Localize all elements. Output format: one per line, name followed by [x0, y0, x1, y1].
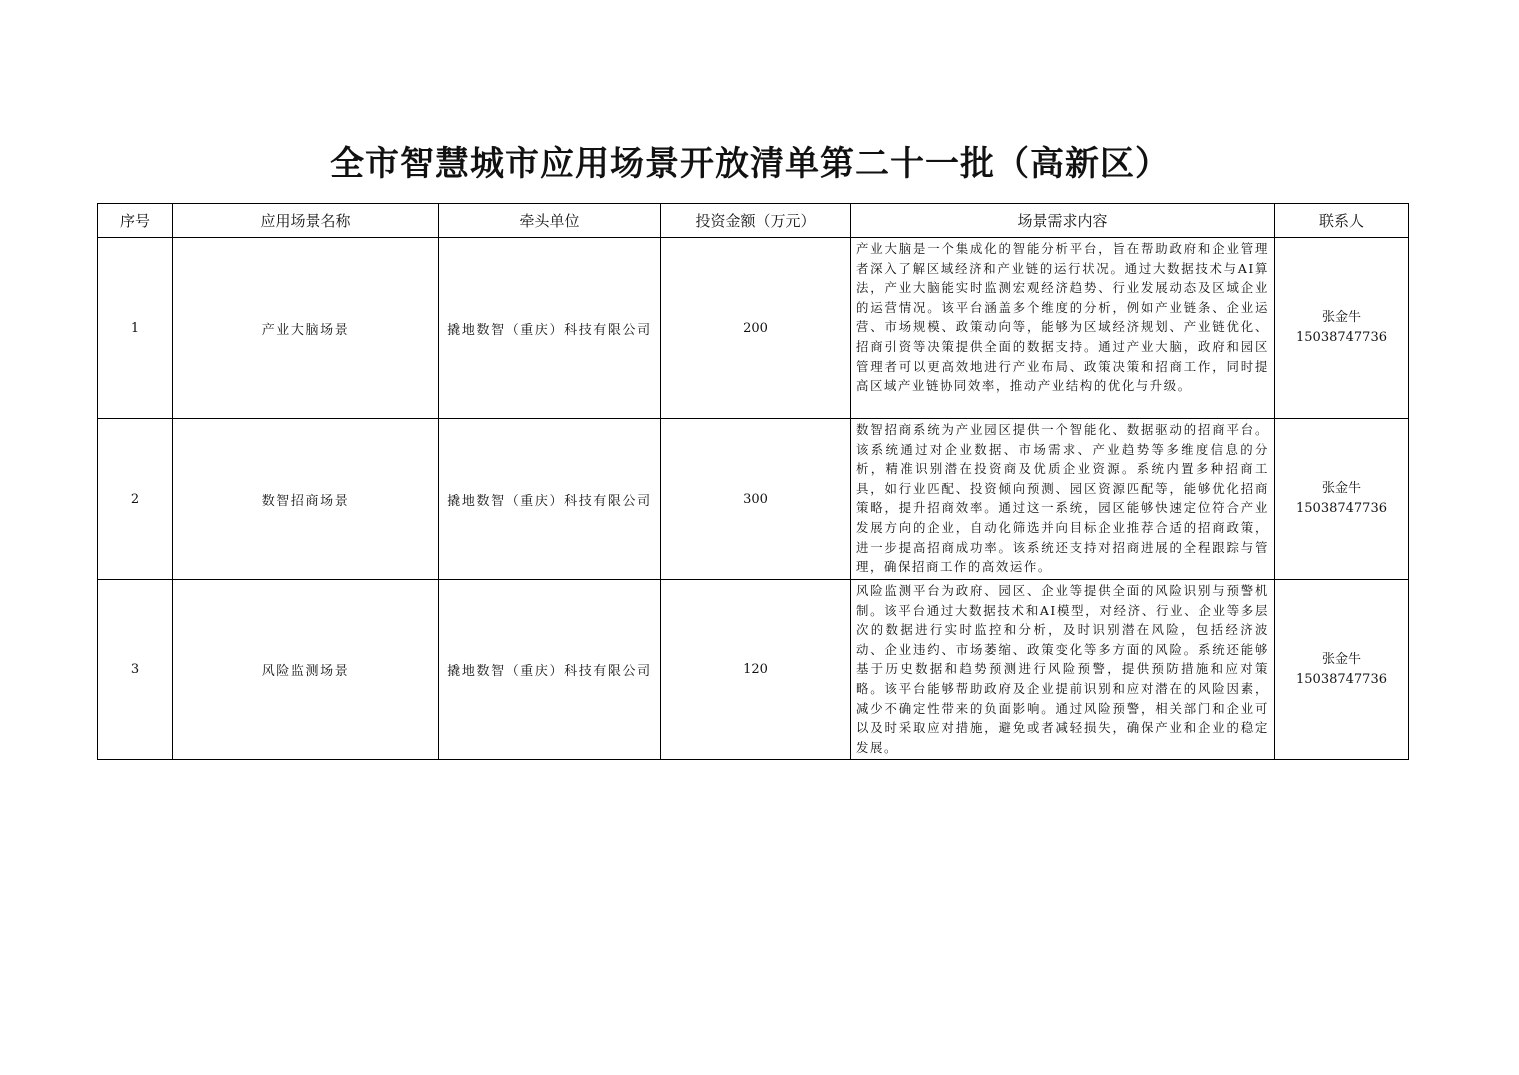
cell-organization: 撬地数智（重庆）科技有限公司 — [439, 238, 661, 419]
cell-investment: 300 — [661, 419, 851, 580]
cell-investment: 120 — [661, 580, 851, 760]
page-title: 全市智慧城市应用场景开放清单第二十一批（高新区） — [330, 144, 1170, 184]
contact-phone: 15038747736 — [1296, 330, 1387, 345]
table-header-row — [98, 204, 1409, 238]
cell-contact — [1275, 419, 1409, 580]
cell-index: 3 — [98, 580, 173, 760]
header-index: 序号 — [98, 204, 173, 238]
cell-requirements: 产业大脑是一个集成化的智能分析平台，旨在帮助政府和企业管理者深入了解区域经济和产业链的运行状况。通过大数据技术与AI算法，产业大脑能实时监测宏观经济趋势、行业发展动态及区域企业的运营情况。该平台涵盖多个维度的分析，例如产业链条、企业运营、市场规模、政策动向等，能够为区域经济规划、产业链优化、招商引资等决策提供全面的数据支持。通过产业大脑，政府和园区管理者可以更高效地进行产业布局、政策决策和招商工作，同时提高区域产业链协同效率，推动产业结构的优化与升级。 — [851, 238, 1275, 419]
cell-requirements: 风险监测平台为政府、园区、企业等提供全面的风险识别与预警机制。该平台通过大数据技术和AI模型，对经济、行业、企业等多层次的数据进行实时监控和分析，及时识别潜在风险，包括经济波动、企业违约、市场萎缩、政策变化等多方面的风险。系统还能够基于历史数据和趋势预测进行风险预警，提供预防措施和应对策略。该平台能够帮助政府及企业提前识别和应对潜在的风险因素，减少不确定性带来的负面影响。通过风险预警，相关部门和企业可以及时采取应对措施，避免或者减轻损失，确保产业和企业的稳定发展。 — [851, 580, 1275, 760]
cell-scene-name: 数智招商场景 — [173, 419, 439, 580]
table-row — [98, 580, 1409, 760]
cell-index: 1 — [98, 238, 173, 419]
cell-requirements: 数智招商系统为产业园区提供一个智能化、数据驱动的招商平台。该系统通过对企业数据、市场需求、产业趋势等多维度信息的分析，精准识别潜在投资商及优质企业资源。系统内置多种招商工具，如行业匹配、投资倾向预测、园区资源匹配等，能够优化招商策略，提升招商效率。通过这一系统，园区能够快速定位符合产业发展方向的企业，自动化筛选并向目标企业推荐合适的招商政策，进一步提高招商成功率。该系统还支持对招商进展的全程跟踪与管理，确保招商工作的高效运作。 — [851, 419, 1275, 580]
scene-list-table — [97, 203, 1409, 760]
cell-investment: 200 — [661, 238, 851, 419]
header-investment: 投资金额（万元） — [661, 204, 851, 238]
contact-name: 张金牛 — [1321, 481, 1361, 496]
header-organization: 牵头单位 — [439, 204, 661, 238]
cell-organization: 撬地数智（重庆）科技有限公司 — [439, 580, 661, 760]
header-contact: 联系人 — [1275, 204, 1409, 238]
cell-index: 2 — [98, 419, 173, 580]
table-row — [98, 419, 1409, 580]
cell-scene-name: 风险监测场景 — [173, 580, 439, 760]
contact-phone: 15038747736 — [1296, 501, 1387, 516]
contact-name: 张金牛 — [1321, 651, 1361, 667]
table-row — [98, 238, 1409, 419]
header-scene-name: 应用场景名称 — [173, 204, 439, 238]
contact-phone: 15038747736 — [1296, 671, 1387, 687]
cell-scene-name: 产业大脑场景 — [173, 238, 439, 419]
cell-organization: 撬地数智（重庆）科技有限公司 — [439, 419, 661, 580]
cell-contact — [1275, 580, 1409, 760]
contact-name: 张金牛 — [1321, 310, 1361, 325]
cell-contact — [1275, 238, 1409, 419]
header-requirements: 场景需求内容 — [851, 204, 1275, 238]
